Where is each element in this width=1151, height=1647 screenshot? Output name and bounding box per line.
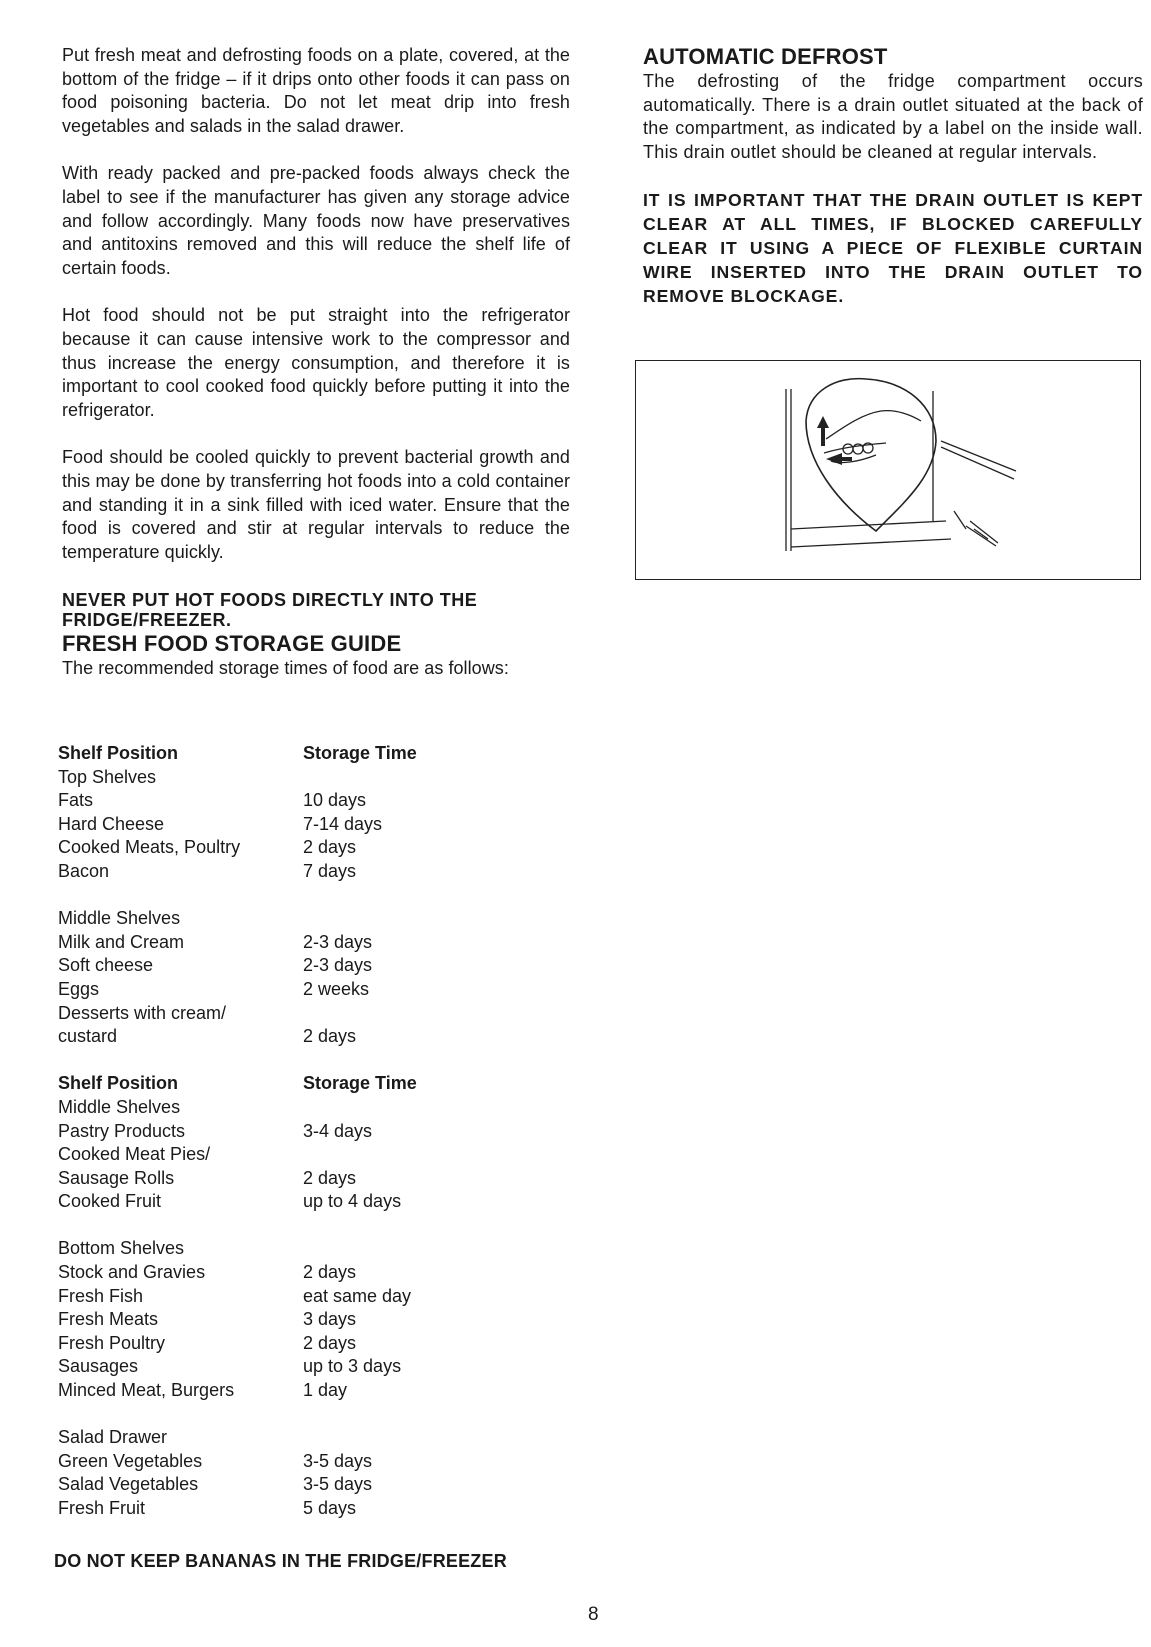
food-item: Milk and Cream <box>58 931 185 952</box>
food-item: Bottom Shelves <box>58 1238 185 1259</box>
guide-intro: The recommended storage times of food are as follows: <box>62 658 509 679</box>
storage-time: 2 weeks <box>303 978 370 999</box>
table-row <box>58 1355 417 1379</box>
table-row <box>58 1167 417 1191</box>
table-row <box>58 1332 417 1356</box>
bananas-warning: DO NOT KEEP BANANAS IN THE FRIDGE/FREEZER <box>54 1551 507 1571</box>
storage-time: 3 days <box>303 1309 357 1330</box>
table-row <box>58 1497 417 1521</box>
left-arrow-icon <box>826 453 852 465</box>
storage-time: up to 3 days <box>303 1356 402 1377</box>
warning-hot-foods: NEVER PUT HOT FOODS DIRECTLY INTO THE FRIDGE/FREEZER. <box>62 590 478 631</box>
food-item: Fresh Fish <box>58 1285 144 1306</box>
storage-time: 2 days <box>303 837 357 858</box>
food-item: Green Vegetables <box>58 1450 203 1471</box>
table-row <box>58 766 417 790</box>
table-row <box>58 1285 417 1309</box>
table-row <box>58 954 417 978</box>
table-header: Shelf Position Storage Time <box>58 743 417 763</box>
storage-time: 2-3 days <box>303 955 373 976</box>
table-row <box>58 1426 417 1450</box>
food-item: Middle Shelves <box>58 1096 181 1117</box>
table-row <box>58 907 417 931</box>
food-item: Pastry Products <box>58 1120 186 1141</box>
table-row <box>58 1002 417 1026</box>
food-item: Salad Vegetables <box>58 1474 199 1495</box>
food-item: Fresh Poultry <box>58 1332 166 1353</box>
paragraph-cooling: Food should be cooled quickly to prevent bacterial growth and this may be done by transferring hot foods into a cold container and standing it in a sink filled with iced water. Ensure that the food is covered and stir at regular intervals to reduce the temperature quickly. <box>62 447 570 562</box>
storage-time: 3-5 days <box>303 1450 373 1471</box>
food-item: Cooked Fruit <box>58 1191 162 1212</box>
food-item: Fats <box>58 790 94 811</box>
food-item: Cooked Meat Pies/ <box>58 1144 211 1165</box>
table-row <box>58 1190 417 1214</box>
drain-outlet-illustration <box>635 360 1141 580</box>
up-arrow-icon <box>817 416 829 446</box>
food-item: Salad Drawer <box>58 1427 168 1448</box>
table-row <box>58 1261 417 1285</box>
food-item: Fresh Meats <box>58 1309 159 1330</box>
storage-time: 2 days <box>303 1262 357 1283</box>
storage-time: 1 day <box>303 1380 348 1401</box>
storage-time: 10 days <box>303 790 367 811</box>
fridge-drain-drawing <box>636 361 1140 579</box>
storage-time: 2 days <box>303 1167 357 1188</box>
table-row <box>58 1450 417 1474</box>
food-item: Middle Shelves <box>58 908 181 929</box>
storage-time: 7 days <box>303 860 357 881</box>
food-item: Bacon <box>58 860 110 881</box>
food-item: Eggs <box>58 978 100 999</box>
food-item: Fresh Fruit <box>58 1498 146 1518</box>
table-row <box>58 789 417 813</box>
defrost-title: AUTOMATIC DEFROST <box>643 44 888 69</box>
food-item: Top Shelves <box>58 766 157 787</box>
table-row <box>58 1308 417 1332</box>
table-row <box>58 1143 417 1167</box>
paragraph-meat: Put fresh meat and defrosting foods on a plate, covered, at the bottom of the fridge – if it drips onto other foods it can pass on food poisoning bacteria. Do not let meat drip into fresh vegetables and salads in the salad drawer. <box>62 45 570 136</box>
food-item: Hard Cheese <box>58 813 165 834</box>
storage-time: 3-5 days <box>303 1474 373 1495</box>
defrost-paragraph: The defrosting of the fridge compartment occurs automatically. There is a drain outlet situated at the back of the compartment, as indicated by a label on the inside wall. This drain outlet should be cleaned at regular intervals. <box>643 71 1143 162</box>
table-row <box>58 1025 417 1049</box>
table-row <box>58 860 417 884</box>
table-row <box>58 1379 417 1403</box>
food-item: custard <box>58 1026 118 1047</box>
food-item: Minced Meat, Burgers <box>58 1380 235 1401</box>
table-row <box>58 931 417 955</box>
page-number: 8 <box>588 1604 599 1625</box>
storage-time: 3-4 days <box>303 1120 373 1141</box>
storage-time: 2-3 days <box>303 931 373 952</box>
storage-time: 7-14 days <box>303 813 383 834</box>
guide-title: FRESH FOOD STORAGE GUIDE <box>62 631 402 657</box>
storage-time: 2 days <box>303 1026 357 1047</box>
left-column <box>62 44 570 681</box>
right-column <box>643 44 1143 308</box>
food-item: Desserts with cream/ <box>58 1002 227 1023</box>
paragraph-packed-foods: With ready packed and pre-packed foods always check the label to see if the manufacturer has given any storage advice and follow accordingly. Many foods now have preservatives and antitoxins removed and this will reduce the shelf life of certain foods. <box>62 163 570 278</box>
table-row <box>58 978 417 1002</box>
food-item: Sausage Rolls <box>58 1167 175 1188</box>
storage-time: up to 4 days <box>303 1191 402 1212</box>
table-row <box>58 1473 417 1497</box>
paragraph-hot-food: Hot food should not be put straight into the refrigerator because it can cause intensive work to the compressor and thus increase the energy consumption, and therefore it is important to cool cooked food quickly before putting it into the refrigerator. <box>62 305 570 420</box>
storage-time: eat same day <box>303 1285 412 1306</box>
table-row <box>58 836 417 860</box>
food-item: Soft cheese <box>58 955 154 976</box>
table-row <box>58 1237 417 1261</box>
table-header: Shelf Position Storage Time <box>58 1073 417 1094</box>
table-row <box>58 1096 417 1120</box>
storage-time: 5 days <box>303 1498 357 1518</box>
table-row <box>58 813 417 837</box>
food-item: Stock and Gravies <box>58 1262 206 1283</box>
table-row <box>58 1120 417 1144</box>
storage-time: 2 days <box>303 1332 357 1353</box>
food-item: Cooked Meats, Poultry <box>58 837 241 858</box>
storage-table <box>58 742 417 1521</box>
food-item: Sausages <box>58 1356 139 1377</box>
drain-warning: IT IS IMPORTANT THAT THE DRAIN OUTLET IS KEPT CLEAR AT ALL TIMES, IF BLOCKED CAREFULLY CLEAR IT USING A PIECE OF FLEXIBLE CURTAIN WIRE INSERTED INTO THE DRAIN OUTLET TO REMOVE BLOCKAGE. <box>643 190 1143 307</box>
